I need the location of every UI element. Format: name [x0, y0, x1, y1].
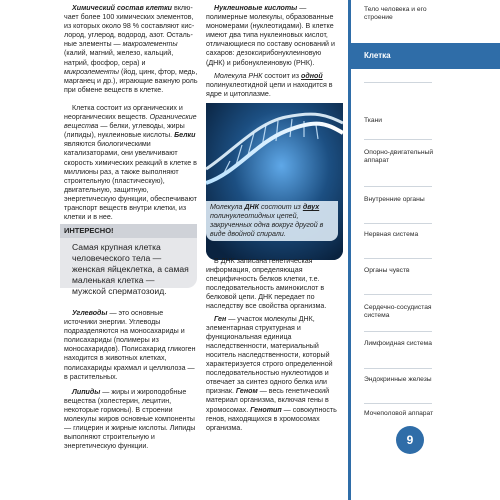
term-chemical-composition: Химический состав клетки — [72, 4, 172, 12]
text: — это основные источники энергии. Углеводы подразделяются на моносахариды и полисахариды (полимеры из моносахаридов). Полисахарид гликоген находится в животных клетках, полисахариды крахмал и целлюлоза — в растительных. — [64, 309, 196, 381]
paragraph-carbs — [64, 309, 198, 382]
chapter-sidebar — [348, 0, 500, 500]
dna-caption — [206, 201, 338, 241]
text: — совокупность генов, находящихся в хромосомах организма. — [206, 405, 337, 432]
paragraph-dna-info: В ДНК записана генетическая информация, определяющая специфичность белков клетки, т.е. последовательность аминокислот в белковой цепи. ДНК передает по наследству все свойства организма. — [206, 257, 327, 311]
text: Клетка состоит из органических и неорганических веществ. — [64, 103, 183, 122]
paragraph-chemical-composition — [64, 4, 198, 95]
sidebar-item-nervous-system[interactable]: Нервная система — [364, 231, 419, 238]
sidebar-item-cell[interactable]: Клетка — [351, 43, 500, 69]
sidebar-item-urogenital[interactable]: Мочеполовой аппарат — [364, 410, 434, 417]
divider — [364, 258, 432, 259]
paragraph-lipids — [64, 388, 198, 452]
column-left-bottom — [64, 309, 198, 451]
callout-title: ИНТЕРЕСНО! — [60, 224, 197, 238]
term-dna: ДНК — [244, 203, 259, 211]
sidebar-item-internal-organs[interactable]: Внутренние органы — [364, 196, 425, 203]
text: — весь генетический материал организма, включая гены в хромосомах. — [206, 387, 330, 414]
paragraph-nucleic — [206, 4, 340, 68]
sidebar-item-lymphoid[interactable]: Лимфоидная система — [364, 340, 432, 347]
text: вклю-чает более 100 химических элементов, из которых около 98 % составляют кис-лород, углерод, водород, азот. Осталь-ные элементы — — [64, 4, 195, 49]
text: состоит из — [259, 203, 303, 211]
divider — [364, 223, 432, 224]
text: — жиры и жироподобные вещества (холестерин, лецитин, некоторые гормоны). В строении молекулы жиров основные компоненты — глицерин и жирные кислоты. Липиды выполняют строительную и энергетическую функции. — [64, 387, 196, 451]
sidebar-item-cardiovascular[interactable]: Сердечно-сосудистая система — [364, 304, 432, 319]
paragraph-rna — [206, 72, 340, 99]
sidebar-item-body-structure[interactable]: Тело человека и его строение — [364, 6, 427, 21]
divider — [364, 186, 432, 187]
text: — участок молекулы ДНК, элементарная структурная и функциональная единица наследственности, материальный носитель наследственности, который характеризуется строго определенной последовательностью нуклеотидов и отвечает за синтез одного белка или признак. — [206, 314, 333, 396]
sidebar-item-endocrine[interactable]: Эндокринные железы — [364, 376, 432, 383]
text: (калий, магний, железо, кальций, натрий, фосфор, сера) и — [64, 49, 174, 67]
term-micro: микроэлементы — [64, 67, 120, 76]
paragraph-gene — [206, 315, 340, 433]
divider — [364, 403, 432, 404]
text: являются биологическими катализаторами, они увеличивают скорость химических реакций в клетке в миллионы раз, а также выполняют строительную (пластическую), двигательную, защитную, энергетическую функции, обеспечивают транспорт веществ внутри клетки, из клетки и в нее. — [64, 140, 197, 222]
text: (йод, цинк, фтор, медь, марганец и др.), играющие важную роль при обмене веществ в клетке. — [64, 67, 198, 94]
divider — [364, 368, 432, 369]
text: состоит из — [262, 71, 301, 80]
term-carbs: Углеводы — [72, 309, 108, 317]
divider — [364, 139, 432, 140]
term-organic: Органические вещества — [64, 113, 197, 131]
term-one: одной — [301, 71, 323, 80]
term-gene: Ген — [214, 314, 227, 323]
divider — [364, 294, 432, 295]
text: полинуклеотидных цепей, закрученных одна вокруг другой в виде двойной спирали. — [210, 212, 324, 239]
sidebar-item-tissues[interactable]: Ткани — [364, 117, 383, 124]
term-genome: Геном — [235, 387, 258, 396]
text: — белки, углеводы, жиры (липиды), нуклеиновые кислоты. — [64, 122, 185, 140]
term-macro: макроэлементы — [122, 40, 178, 49]
term-two: двух — [302, 203, 320, 211]
term-rna: Молекула РНК — [214, 71, 263, 80]
paragraph-organic — [64, 104, 198, 222]
sidebar-item-musculoskeletal[interactable]: Опорно-двигательный аппарат — [364, 149, 434, 164]
interesting-callout — [60, 224, 197, 296]
column-left-top — [64, 4, 198, 222]
text: Молекула — [210, 203, 245, 211]
term-proteins: Белки — [174, 131, 196, 140]
sidebar-accent-bar — [348, 0, 351, 500]
term-lipids: Липиды — [72, 387, 101, 396]
sidebar-item-senses[interactable]: Органы чувств — [364, 267, 410, 274]
text: — полимерные молекулы, образованные мономерами (нуклеотидами). В клетке имеют два типа нуклеиновых кислот, отличающиеся по составу оснований и сахаров: дезоксирибонуклеиновую (ДНК) и рибонуклеиновую (РНК). — [206, 4, 335, 67]
term-nucleic-acids: Нуклеиновые кислоты — [214, 4, 298, 12]
column-middle-top — [206, 4, 340, 99]
divider — [364, 331, 432, 332]
page-number: 9 — [396, 426, 424, 454]
text: полинуклеотидной цепи и находится в ядре и цитоплазме. — [206, 80, 333, 98]
divider — [364, 82, 432, 83]
callout-text: Самая крупная клетка человеческого тела — женская яйцеклетка, а самая маленькая клетка — мужской сперматозоид. — [72, 242, 189, 296]
term-genotype: Генотип — [250, 405, 282, 414]
column-middle-bottom — [206, 257, 340, 433]
